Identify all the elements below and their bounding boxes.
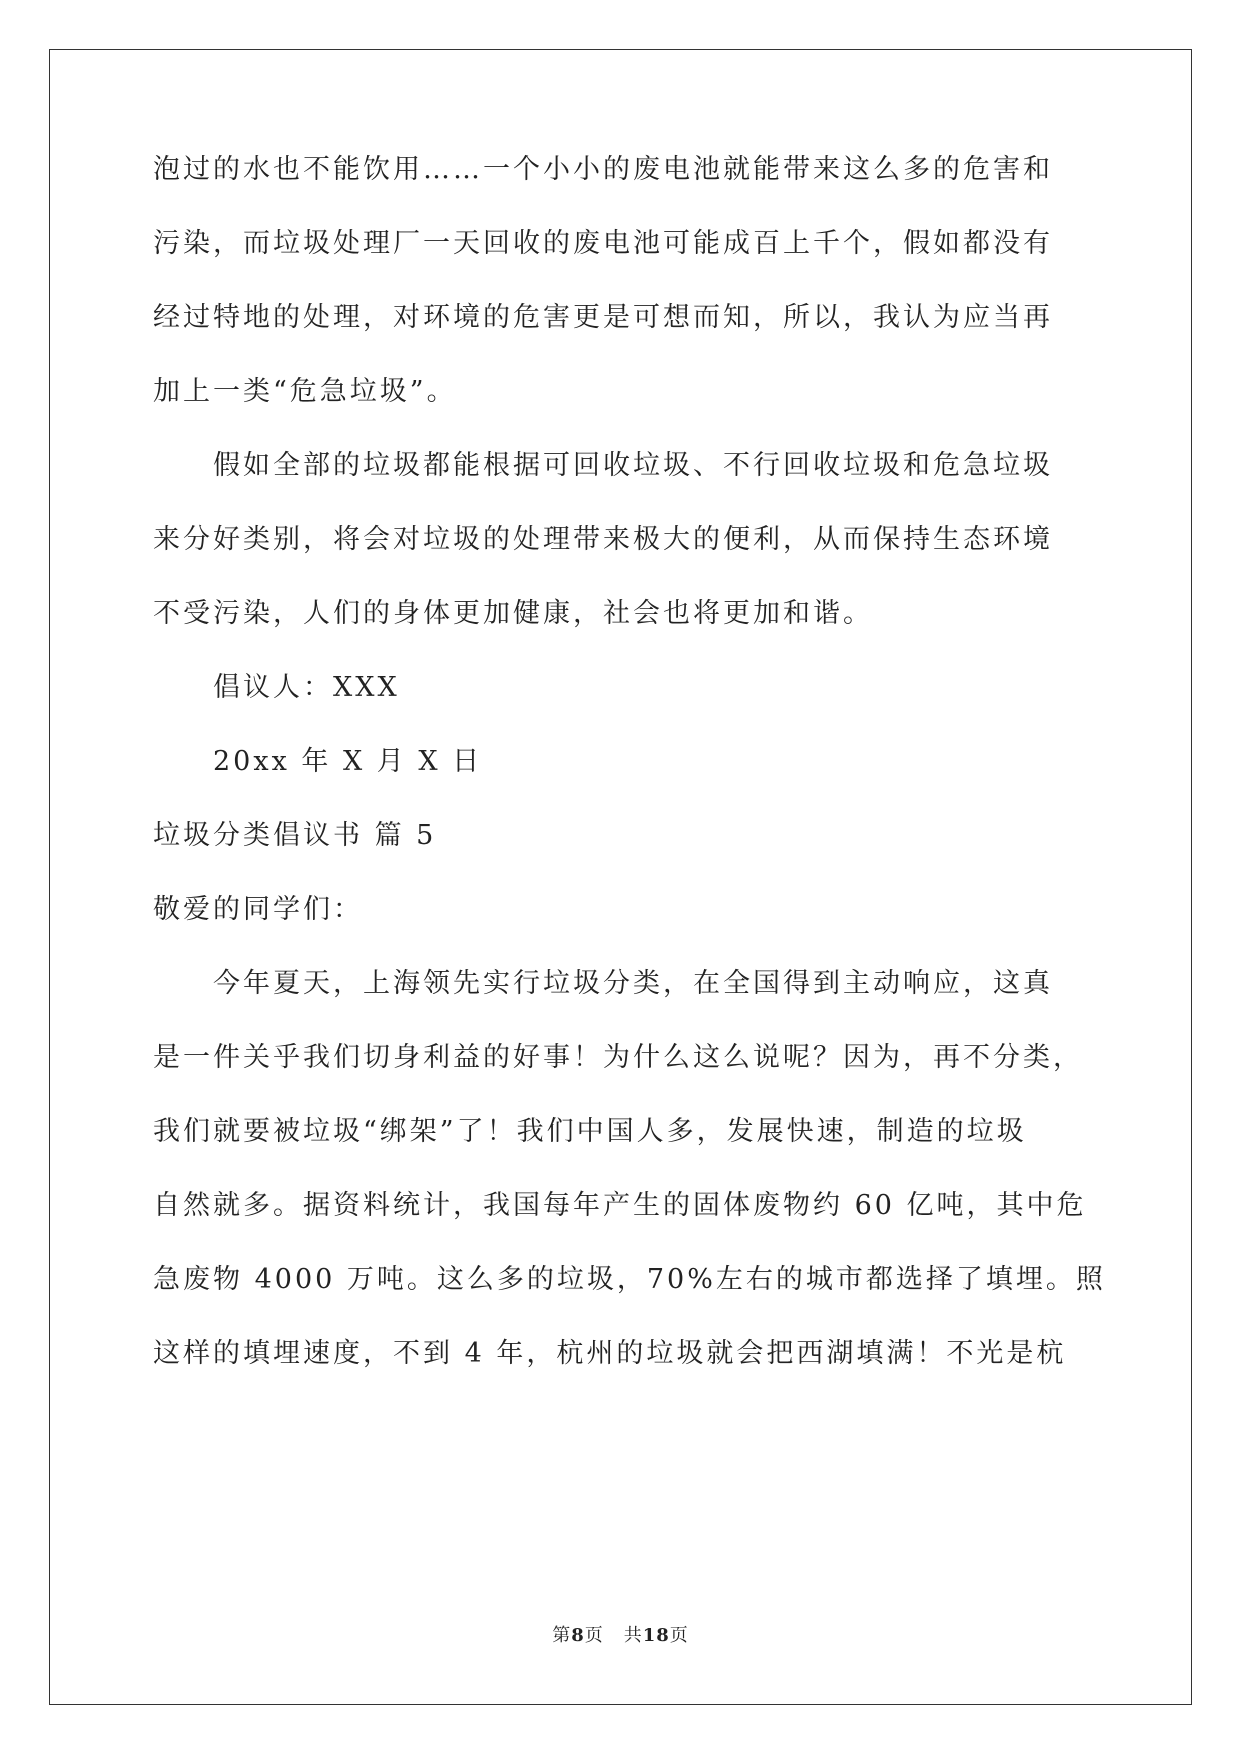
body-line: 是一件关乎我们切身利益的好事！为什么这么说呢？因为，再不分类，	[153, 1042, 1083, 1073]
body-line: 经过特地的处理，对环境的危害更是可想而知，所以，我认为应当再	[153, 302, 1053, 333]
body-line: 自然就多。据资料统计，我国每年产生的固体废物约 60 亿吨，其中危	[153, 1190, 1087, 1221]
body-line: 污染，而垃圾处理厂一天回收的废电池可能成百上千个，假如都没有	[153, 228, 1053, 259]
body-line: 急废物 4000 万吨。这么多的垃圾，70%左右的城市都选择了填埋。照	[153, 1264, 1106, 1295]
paragraph-first-line: 假如全部的垃圾都能根据可回收垃圾、不行回收垃圾和危急垃圾	[213, 450, 1053, 481]
date-line: 20xx 年 X 月 X 日	[213, 746, 483, 777]
total-pages: 18	[642, 1625, 670, 1646]
body-line: 加上一类“危急垃圾”。	[153, 376, 457, 407]
salutation: 敬爱的同学们：	[153, 894, 363, 925]
total-prefix: 共	[623, 1625, 643, 1646]
page-suffix: 页	[584, 1625, 604, 1646]
body-line: 我们就要被垃圾“绑架”了！我们中国人多，发展快速，制造的垃圾	[153, 1116, 1027, 1147]
page-footer	[0, 1624, 1241, 1648]
page-number: 8	[571, 1625, 585, 1646]
page-border	[49, 49, 1192, 1705]
total-suffix: 页	[669, 1625, 689, 1646]
body-line: 泡过的水也不能饮用……一个小小的废电池就能带来这么多的危害和	[153, 154, 1053, 185]
body-line: 不受污染，人们的身体更加健康，社会也将更加和谐。	[153, 598, 873, 629]
body-line: 来分好类别，将会对垃圾的处理带来极大的便利，从而保持生态环境	[153, 524, 1053, 555]
body-line: 这样的填埋速度，不到 4 年，杭州的垃圾就会把西湖填满！不光是杭	[153, 1338, 1067, 1369]
proposer-line: 倡议人：XXX	[213, 672, 400, 703]
section-heading: 垃圾分类倡议书 篇 5	[153, 820, 437, 851]
page-prefix: 第	[552, 1625, 572, 1646]
paragraph-first-line: 今年夏天，上海领先实行垃圾分类，在全国得到主动响应，这真	[213, 968, 1053, 999]
